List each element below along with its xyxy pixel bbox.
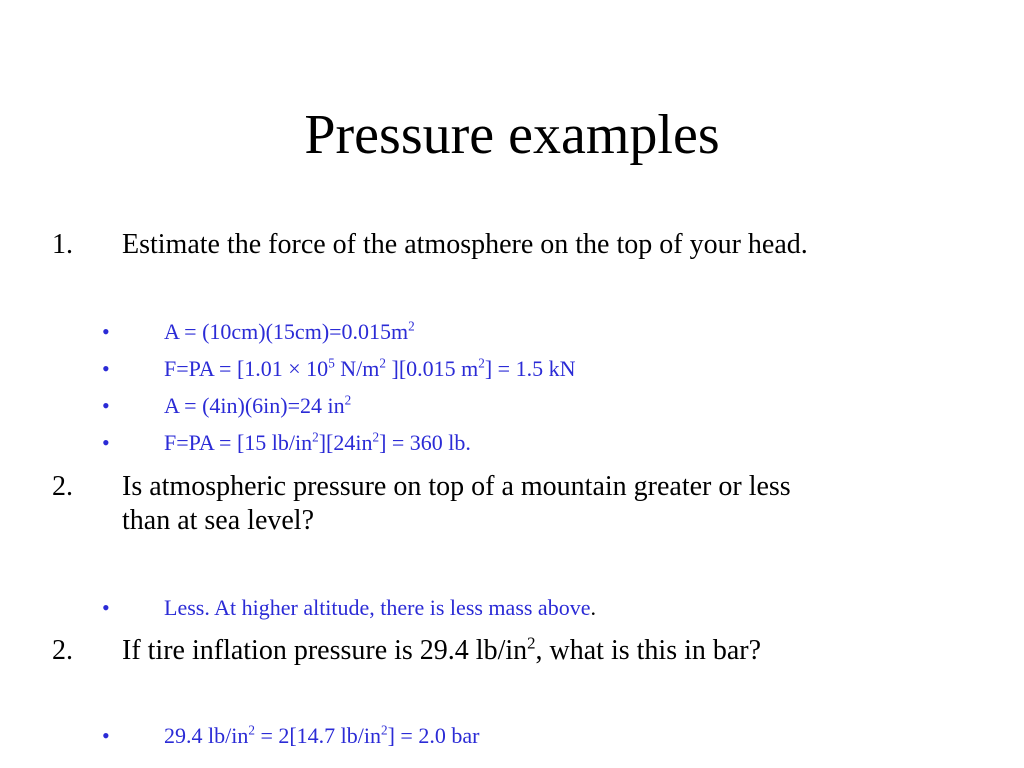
- bullet-icon: •: [102, 319, 110, 344]
- answer-text: 29.4 $lb/in^2 = 2[14.7$ $lb/in^2] = 2.0$ bar: [164, 722, 480, 748]
- answer-text: Less. At higher altitude, there is less mass above.: [164, 595, 596, 620]
- answer-text: $A = (10cm)(15cm)=0.015m^2$: [164, 318, 415, 344]
- answer-text: F=PA = [15 $lb/in^2][24in^2] = 360$ lb.: [164, 429, 471, 455]
- bullet-icon: •: [102, 356, 110, 381]
- bullet-icon: •: [102, 430, 110, 455]
- slide-title: Pressure examples: [304, 104, 720, 166]
- bullet-icon: •: [102, 393, 110, 418]
- question-text: If tire inflation pressure is 29.4 $lb/in^2$, what is this in bar?: [122, 633, 762, 666]
- answer-text: $F=PA = [1.01 \times 10^5$ $N/m^2$ ][0.015 $m^2] = 1.5$ kN: [164, 355, 576, 381]
- bullet-icon: •: [102, 723, 110, 748]
- question-number: 1.: [52, 229, 73, 260]
- bullet-icon: •: [102, 595, 110, 620]
- question-text: Estimate the force of the atmosphere on the top of your head.: [122, 229, 808, 260]
- answer-text: A = (4in)(6in)=24 $in^2$: [164, 392, 352, 418]
- question-number: 2.: [52, 635, 73, 666]
- question-number: 2.: [52, 471, 73, 502]
- question-text: Is atmospheric pressure on top of a mountain greater or less than at sea level?: [122, 471, 791, 536]
